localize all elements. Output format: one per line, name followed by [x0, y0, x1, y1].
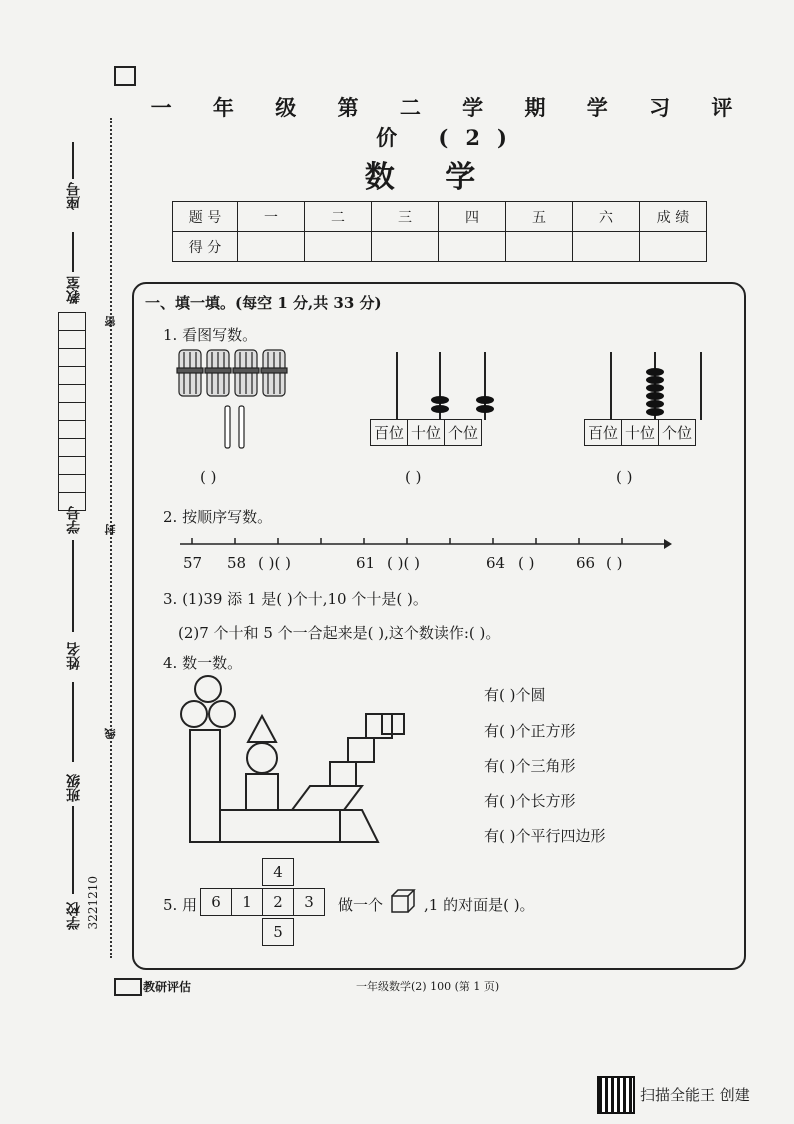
- abacus2-bead: [646, 392, 664, 400]
- net-cell: 6: [200, 888, 232, 916]
- square: [330, 762, 356, 786]
- abacus1-place-labels: [370, 419, 482, 446]
- col-3: 三: [372, 202, 439, 232]
- seat-underline[interactable]: [72, 142, 74, 179]
- score-cell[interactable]: [439, 232, 506, 262]
- ones-label: 个位: [662, 424, 693, 442]
- room-label: 教室: [66, 276, 82, 304]
- subject-title: 数 学: [364, 160, 496, 195]
- score-cell[interactable]: [506, 232, 573, 262]
- abacus1-bead: [431, 405, 449, 413]
- abacus2-bead: [646, 400, 664, 408]
- seal-dotted-line: [110, 118, 112, 958]
- student-id-grid[interactable]: [58, 312, 86, 511]
- header-label: 题 号: [173, 202, 238, 232]
- q1-blank-1[interactable]: ( ): [200, 468, 217, 486]
- net-cell: 1: [231, 888, 263, 916]
- q3-line1: 3. (1)39 添 1 是( )个十,10 个十是( )。: [163, 590, 428, 608]
- publisher-name: 教研评估: [143, 980, 192, 994]
- score-cell[interactable]: [238, 232, 305, 262]
- page-title: 一 年 级 第 二 学 期 学 习 评 价 (2): [150, 95, 750, 150]
- nl-blank-59-60[interactable]: ( )( ): [258, 554, 291, 572]
- score-table-score-row: [173, 232, 707, 262]
- tens-label: 十位: [622, 420, 659, 445]
- net-cell: 3: [293, 888, 325, 916]
- q5-prefix: 5. 用: [163, 896, 198, 914]
- nl-66: 66: [576, 554, 596, 572]
- q1-blank-2[interactable]: ( ): [405, 468, 422, 486]
- q3-line2: (2)7 个十和 5 个一合起来是( ),这个数读作:( )。: [178, 624, 501, 642]
- q4-answer-parallelogram[interactable]: 有( )个平行四边形: [484, 827, 606, 845]
- stick-bundles-figure: [175, 346, 295, 450]
- line-mark: 线: [104, 728, 117, 739]
- abacus1-rod-hundreds: [396, 352, 398, 420]
- net-cell: 2: [262, 888, 294, 916]
- nl-64: 64: [486, 554, 506, 572]
- rectangle: [220, 810, 340, 842]
- single-stick: [225, 406, 230, 448]
- single-stick: [239, 406, 244, 448]
- abacus2-bead: [646, 384, 664, 392]
- exam-code: 3221210: [86, 876, 100, 930]
- q1-blank-3[interactable]: ( ): [616, 468, 633, 486]
- col-6: 六: [573, 202, 640, 232]
- hundreds-label: 百位: [371, 420, 408, 445]
- bundle-3: [233, 350, 259, 396]
- q5-middle: 做一个: [338, 896, 384, 914]
- trapezoid-end: [340, 810, 378, 842]
- q4-answer-triangle[interactable]: 有( )个三角形: [484, 757, 576, 775]
- rectangle: [190, 730, 220, 842]
- parallelogram: [292, 786, 362, 810]
- room-underline[interactable]: [72, 232, 74, 272]
- q4-answer-circle[interactable]: 有( )个圆: [484, 686, 546, 704]
- qr-code-icon: [597, 1076, 635, 1114]
- nl-58: 58: [227, 554, 247, 572]
- abacus2-place-labels: [584, 419, 696, 446]
- name-underline[interactable]: [72, 540, 74, 632]
- school-underline[interactable]: [72, 806, 74, 894]
- nl-61: 61: [356, 554, 376, 572]
- col-4: 四: [439, 202, 506, 232]
- bundle-4: [261, 350, 287, 396]
- abacus1-bead: [476, 396, 494, 404]
- class-underline[interactable]: [72, 682, 74, 762]
- row-label: 得 分: [173, 232, 238, 262]
- abacus2-bead: [646, 408, 664, 416]
- score-table-header-row: [173, 202, 707, 232]
- seat-label: 座号: [66, 182, 82, 210]
- section-heading: 一、填一填。(每空 1 分,共 33 分): [145, 294, 382, 312]
- tens-label: 十位: [408, 420, 445, 445]
- class-label: 班级: [66, 774, 82, 802]
- score-cell[interactable]: [640, 232, 707, 262]
- corner-box: [114, 66, 136, 86]
- q5-suffix[interactable]: ,1 的对面是( )。: [424, 896, 535, 914]
- q4-title: 4. 数一数。: [163, 654, 243, 672]
- shapes-figure: [178, 670, 408, 846]
- q4-answer-rectangle[interactable]: 有( )个长方形: [484, 792, 576, 810]
- fold-mark: 封: [104, 524, 117, 535]
- abacus1-bead: [431, 396, 449, 404]
- score-cell[interactable]: [372, 232, 439, 262]
- circle: [209, 701, 235, 727]
- q4-answer-square[interactable]: 有( )个正方形: [484, 722, 576, 740]
- triangle: [248, 716, 276, 742]
- square: [348, 738, 374, 762]
- circle: [195, 676, 221, 702]
- abacus2-bead: [646, 376, 664, 384]
- score-cell[interactable]: [305, 232, 372, 262]
- abacus2-bead: [646, 368, 664, 376]
- col-1: 一: [238, 202, 305, 232]
- score-table: [172, 201, 707, 262]
- net-top: 4: [262, 858, 294, 886]
- net-bottom: 5: [262, 918, 294, 946]
- nl-blank-67[interactable]: ( ): [606, 554, 623, 572]
- page-info: 一年级数学(2) 100 (第 1 页): [356, 980, 500, 993]
- q2-title: 2. 按顺序写数。: [163, 508, 273, 526]
- ones-label: 个位: [448, 424, 479, 442]
- col-5: 五: [506, 202, 573, 232]
- abacus2-rod-ones: [700, 352, 702, 420]
- abacus2-rod-hundreds: [610, 352, 612, 420]
- abacus1-bead: [476, 405, 494, 413]
- score-cell[interactable]: [573, 232, 640, 262]
- school-label: 学校: [66, 902, 82, 930]
- nl-57: 57: [183, 554, 203, 572]
- bundle-2: [205, 350, 231, 396]
- circle: [247, 743, 277, 773]
- cube-icon: [390, 888, 416, 914]
- seal-mark: 密: [104, 316, 117, 327]
- cube-net: [200, 858, 330, 948]
- nl-blank-65[interactable]: ( ): [518, 554, 535, 572]
- publisher-logo: [114, 978, 142, 996]
- name-label: 姓名: [66, 642, 82, 670]
- circle: [181, 701, 207, 727]
- id-label: 学号: [66, 506, 82, 534]
- bundle-1: [177, 350, 203, 396]
- col-2: 二: [305, 202, 372, 232]
- q1-title: 1. 看图写数。: [163, 326, 258, 344]
- nl-blank-62-63[interactable]: ( )( ): [387, 554, 420, 572]
- number-line: [180, 534, 672, 554]
- hundreds-label: 百位: [585, 420, 622, 445]
- square: [246, 774, 278, 810]
- col-total: 成 绩: [640, 202, 707, 232]
- scanner-watermark: 扫描全能王 创建: [640, 1086, 750, 1104]
